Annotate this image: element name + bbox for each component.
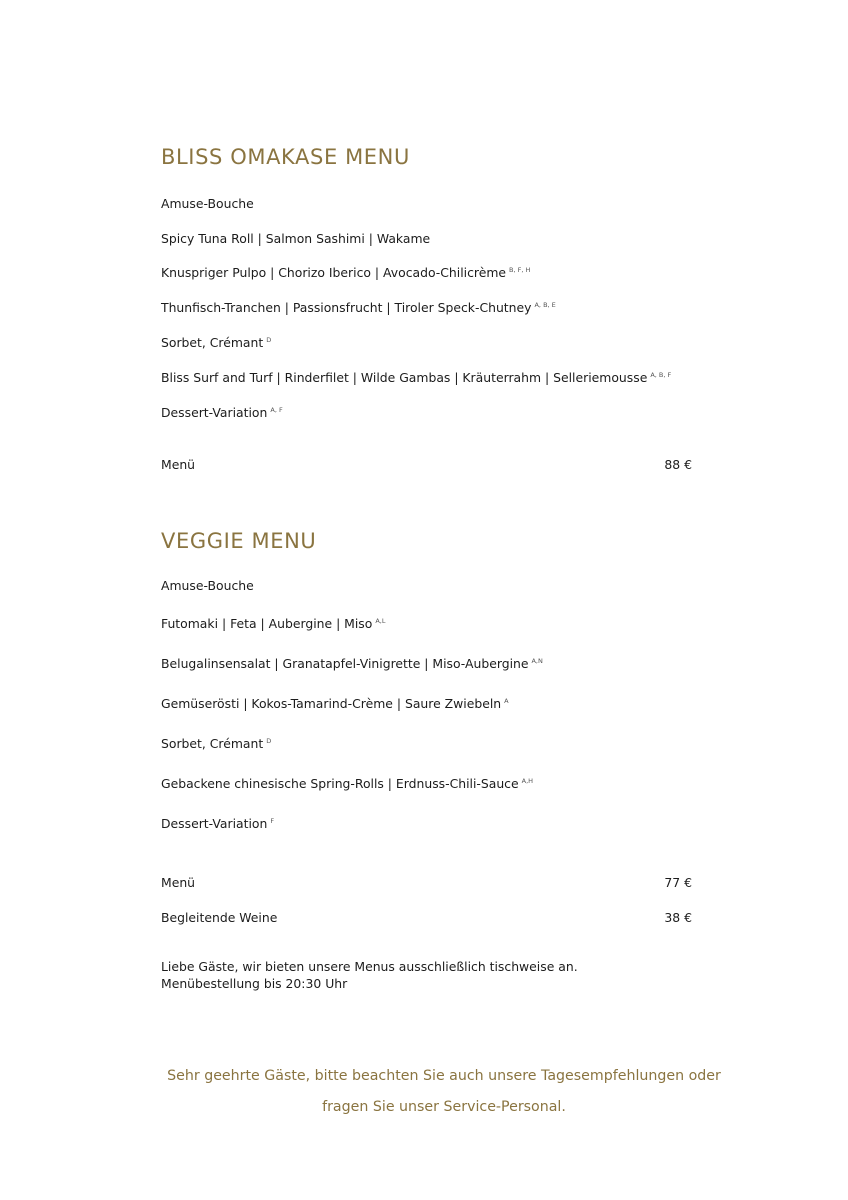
allergen-codes: B, F, H bbox=[509, 266, 531, 274]
course-text: Belugalinsensalat | Granatapfel-Vinigrette | Miso-Aubergine bbox=[161, 656, 529, 671]
omakase-course-3 bbox=[161, 265, 530, 280]
course-text: Sorbet, Crémant bbox=[161, 736, 264, 751]
allergen-codes: A bbox=[504, 697, 509, 705]
veggie-course-4 bbox=[161, 696, 509, 711]
veggie-course-7 bbox=[161, 816, 274, 831]
course-text: Dessert-Variation bbox=[161, 816, 268, 831]
omakase-price-row bbox=[161, 457, 692, 472]
course-text: Gebackene chinesische Spring-Rolls | Erdnuss-Chili-Sauce bbox=[161, 776, 519, 791]
allergen-codes: D bbox=[266, 336, 272, 344]
wine-price-row bbox=[161, 910, 692, 925]
price-label: Menü bbox=[161, 457, 196, 472]
allergen-codes: A,H bbox=[521, 777, 534, 785]
footer-line-1: Sehr geehrte Gäste, bitte beachten Sie auch unsere Tagesempfehlungen oder bbox=[167, 1068, 721, 1084]
veggie-course-2 bbox=[161, 616, 386, 631]
course-text: Knuspriger Pulpo | Chorizo Iberico | Avocado-Chilicrème bbox=[161, 265, 507, 280]
omakase-course-7 bbox=[161, 405, 283, 420]
allergen-codes: A, B, E bbox=[534, 301, 556, 309]
allergen-codes: F bbox=[270, 817, 275, 825]
note-line-1: Liebe Gäste, wir bieten unsere Menus ausschließlich tischweise an. bbox=[161, 959, 578, 974]
course-text: Sorbet, Crémant bbox=[161, 335, 264, 350]
course-text: Amuse-Bouche bbox=[161, 578, 254, 593]
price-value: 88 € bbox=[664, 457, 692, 472]
omakase-menu-title: BLISS OMAKASE MENU bbox=[161, 145, 410, 169]
veggie-menu-title: VEGGIE MENU bbox=[161, 529, 317, 553]
allergen-codes: A,N bbox=[531, 657, 543, 665]
note-line-2: Menübestellung bis 20:30 Uhr bbox=[161, 976, 348, 991]
omakase-course-6 bbox=[161, 370, 671, 385]
course-text: Thunfisch-Tranchen | Passionsfrucht | Tiroler Speck-Chutney bbox=[161, 300, 532, 315]
price-label: Menü bbox=[161, 875, 196, 890]
course-text: Bliss Surf and Turf | Rinderfilet | Wilde Gambas | Kräuterrahm | Selleriemousse bbox=[161, 370, 648, 385]
price-value: 77 € bbox=[664, 875, 692, 890]
omakase-course-1 bbox=[161, 196, 254, 211]
veggie-course-3 bbox=[161, 656, 543, 671]
veggie-price-row bbox=[161, 875, 692, 890]
footer-line-2: fragen Sie unser Service-Personal. bbox=[322, 1099, 566, 1115]
course-text: Spicy Tuna Roll | Salmon Sashimi | Wakame bbox=[161, 231, 431, 246]
veggie-course-1 bbox=[161, 578, 254, 593]
veggie-course-5 bbox=[161, 736, 271, 751]
omakase-course-5 bbox=[161, 335, 271, 350]
course-text: Dessert-Variation bbox=[161, 405, 268, 420]
course-text: Amuse-Bouche bbox=[161, 196, 254, 211]
price-label: Begleitende Weine bbox=[161, 910, 278, 925]
course-text: Gemüserösti | Kokos-Tamarind-Crème | Saure Zwiebeln bbox=[161, 696, 502, 711]
allergen-codes: A,L bbox=[375, 617, 386, 625]
allergen-codes: D bbox=[266, 737, 272, 745]
price-value: 38 € bbox=[664, 910, 692, 925]
omakase-course-2 bbox=[161, 231, 430, 246]
veggie-course-6 bbox=[161, 776, 533, 791]
omakase-course-4 bbox=[161, 300, 556, 315]
course-text: Futomaki | Feta | Aubergine | Miso bbox=[161, 616, 373, 631]
allergen-codes: A, B, F bbox=[650, 371, 672, 379]
allergen-codes: A, F bbox=[270, 406, 283, 414]
ordering-note bbox=[161, 958, 578, 992]
